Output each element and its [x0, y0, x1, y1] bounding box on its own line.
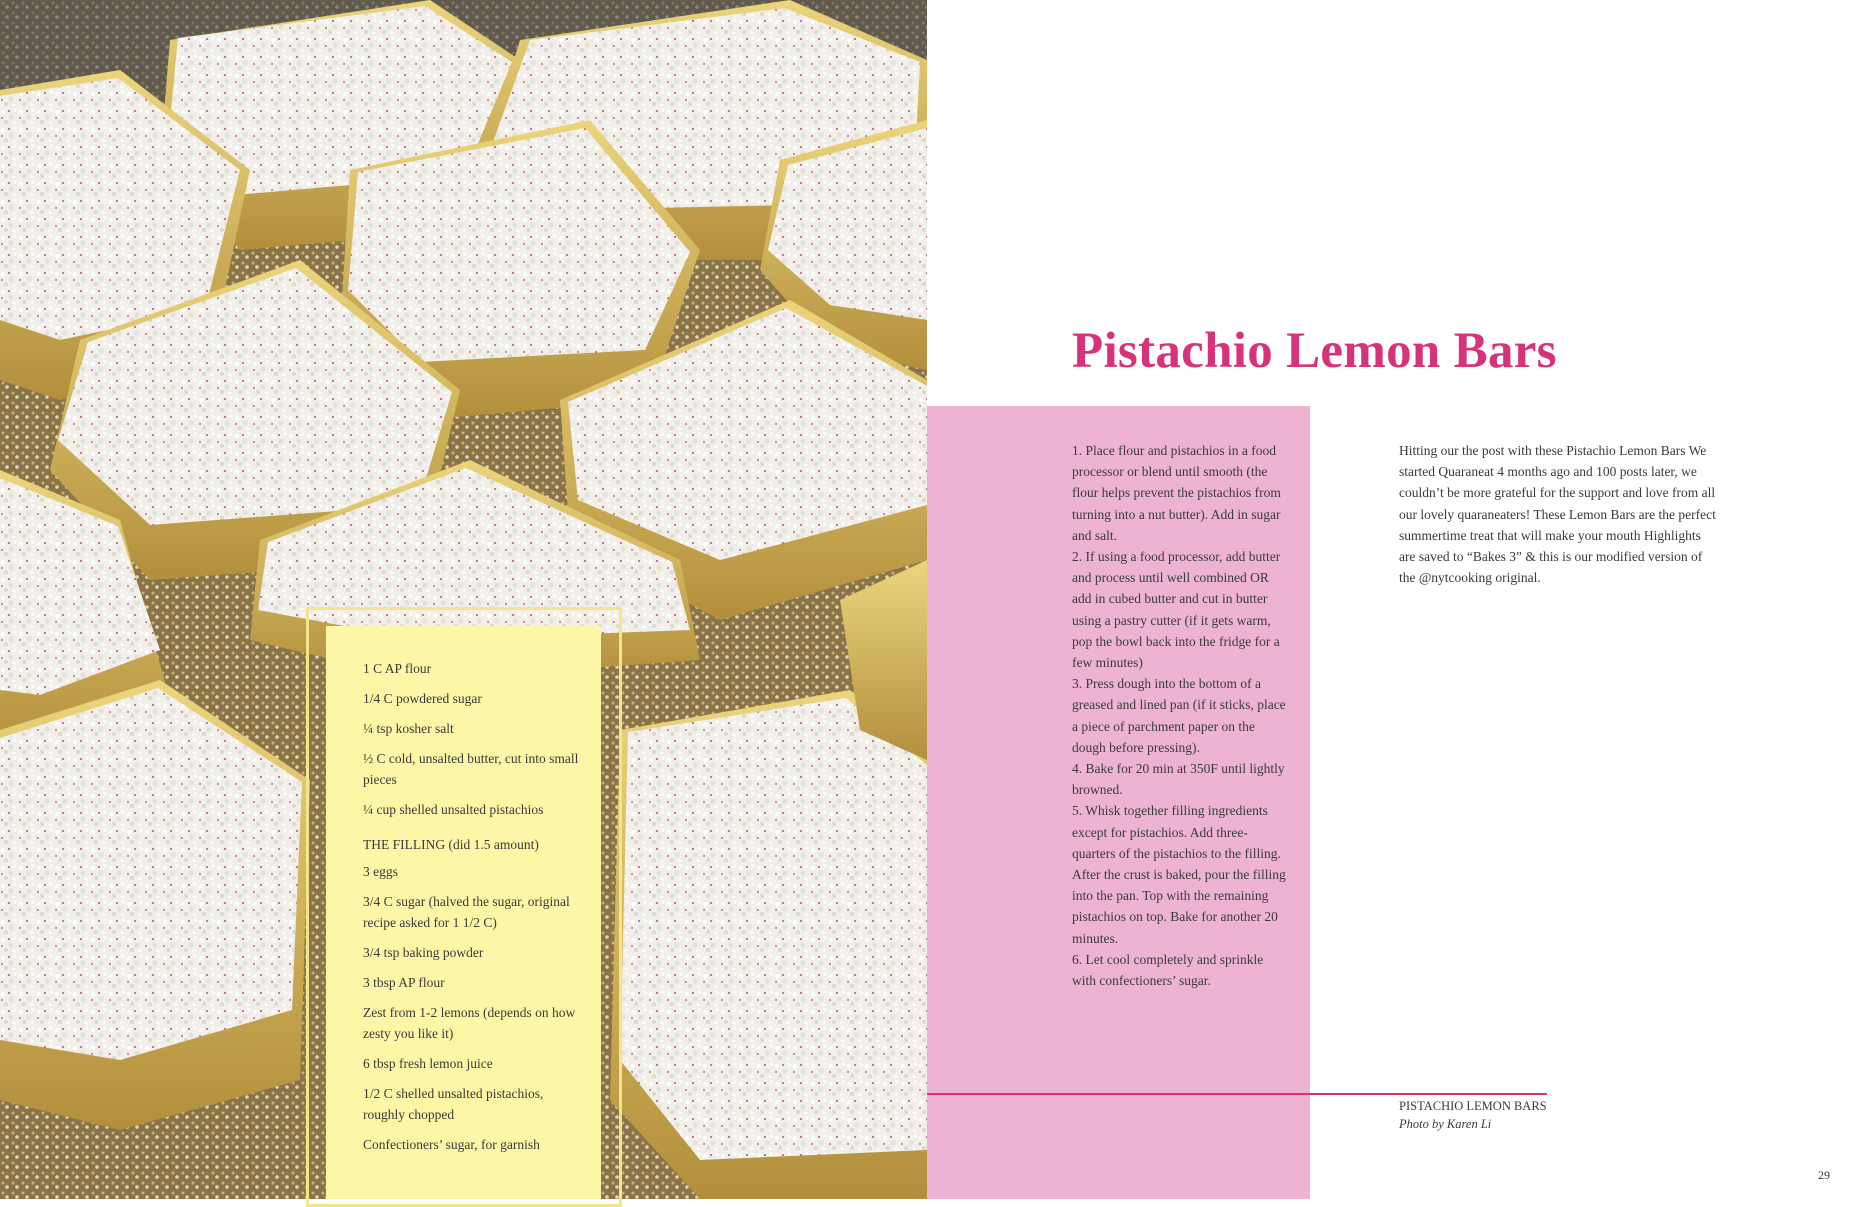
filling-heading: THE FILLING (did 1.5 amount)	[363, 837, 539, 852]
ingredient-item: 3/4 C sugar (halved the sugar, original recipe asked for 1 1/2 C)	[363, 894, 570, 930]
ingredient-item: ½ C cold, unsalted butter, cut into small pieces	[363, 751, 579, 787]
method-step: 6. Let cool completely and sprinkle with confectioners’ sugar.	[1072, 951, 1264, 989]
method-step: 1. Place flour and pistachios in a food processor or blend until smooth (the flour helps prevent the pistachios from turning into a nut butter). Add in sugar and salt.	[1072, 443, 1281, 543]
method-steps	[1072, 440, 1287, 991]
ingredient-item: Confectioners’ sugar, for garnish	[363, 1137, 540, 1152]
ingredient-item: 1/4 C powdered sugar	[363, 691, 482, 706]
ingredient-item: 3 tbsp AP flour	[363, 975, 445, 990]
ingredient-item: 6 tbsp fresh lemon juice	[363, 1056, 493, 1071]
ingredient-item: Zest from 1-2 lemons (depends on how zesty you like it)	[363, 1005, 576, 1041]
ingredient-item: 3 eggs	[363, 864, 398, 879]
method-step: 5. Whisk together filling ingredients except for pistachios. Add three-quarters of the pistachios to the filling. After the crust is baked, pour the filling into the pan. Top with the remaining pistachios on top. Bake for another 20 minutes.	[1072, 803, 1286, 946]
photo-caption	[1399, 1097, 1547, 1133]
ingredients-list	[363, 658, 583, 1164]
intro-paragraph: Hitting our the post with these Pistachio Lemon Bars We started Quaraneat 4 months ago and 100 posts later, we couldn’t be more grateful for the support and love from all our lovely quaraneaters! These Lemon Bars are the perfect summertime treat that will make your mouth Highlights are saved to “Bakes 3” & this is our modified version of the @nytcooking original.	[1399, 443, 1716, 586]
recipe-title: Pistachio Lemon Bars	[1072, 323, 1557, 379]
ingredient-item: 1/2 C shelled unsalted pistachios, roughly chopped	[363, 1086, 544, 1122]
method-step: 2. If using a food processor, add butter and process until well combined OR add in cubed butter and cut in butter using a pastry cutter (if it gets warm, pop the bowl back into the fridge for a few minutes)	[1072, 549, 1281, 671]
ingredient-item: ¼ tsp kosher salt	[363, 721, 454, 736]
photo-credit: Photo by Karen Li	[1399, 1117, 1492, 1131]
ingredient-item: 3/4 tsp baking powder	[363, 945, 484, 960]
method-step: 4. Bake for 20 min at 350F until lightly browned.	[1072, 761, 1285, 798]
caption-rule	[927, 1093, 1547, 1095]
method-step: 3. Press dough into the bottom of a greased and lined pan (if it sticks, place a piece of parchment paper on the dough before pressing).	[1072, 676, 1286, 755]
ingredient-item: 1 C AP flour	[363, 661, 432, 676]
page-number: 29	[1818, 1168, 1830, 1182]
ingredient-item: ¼ cup shelled unsalted pistachios	[363, 802, 544, 817]
caption-title: PISTACHIO LEMON BARS	[1399, 1099, 1547, 1113]
